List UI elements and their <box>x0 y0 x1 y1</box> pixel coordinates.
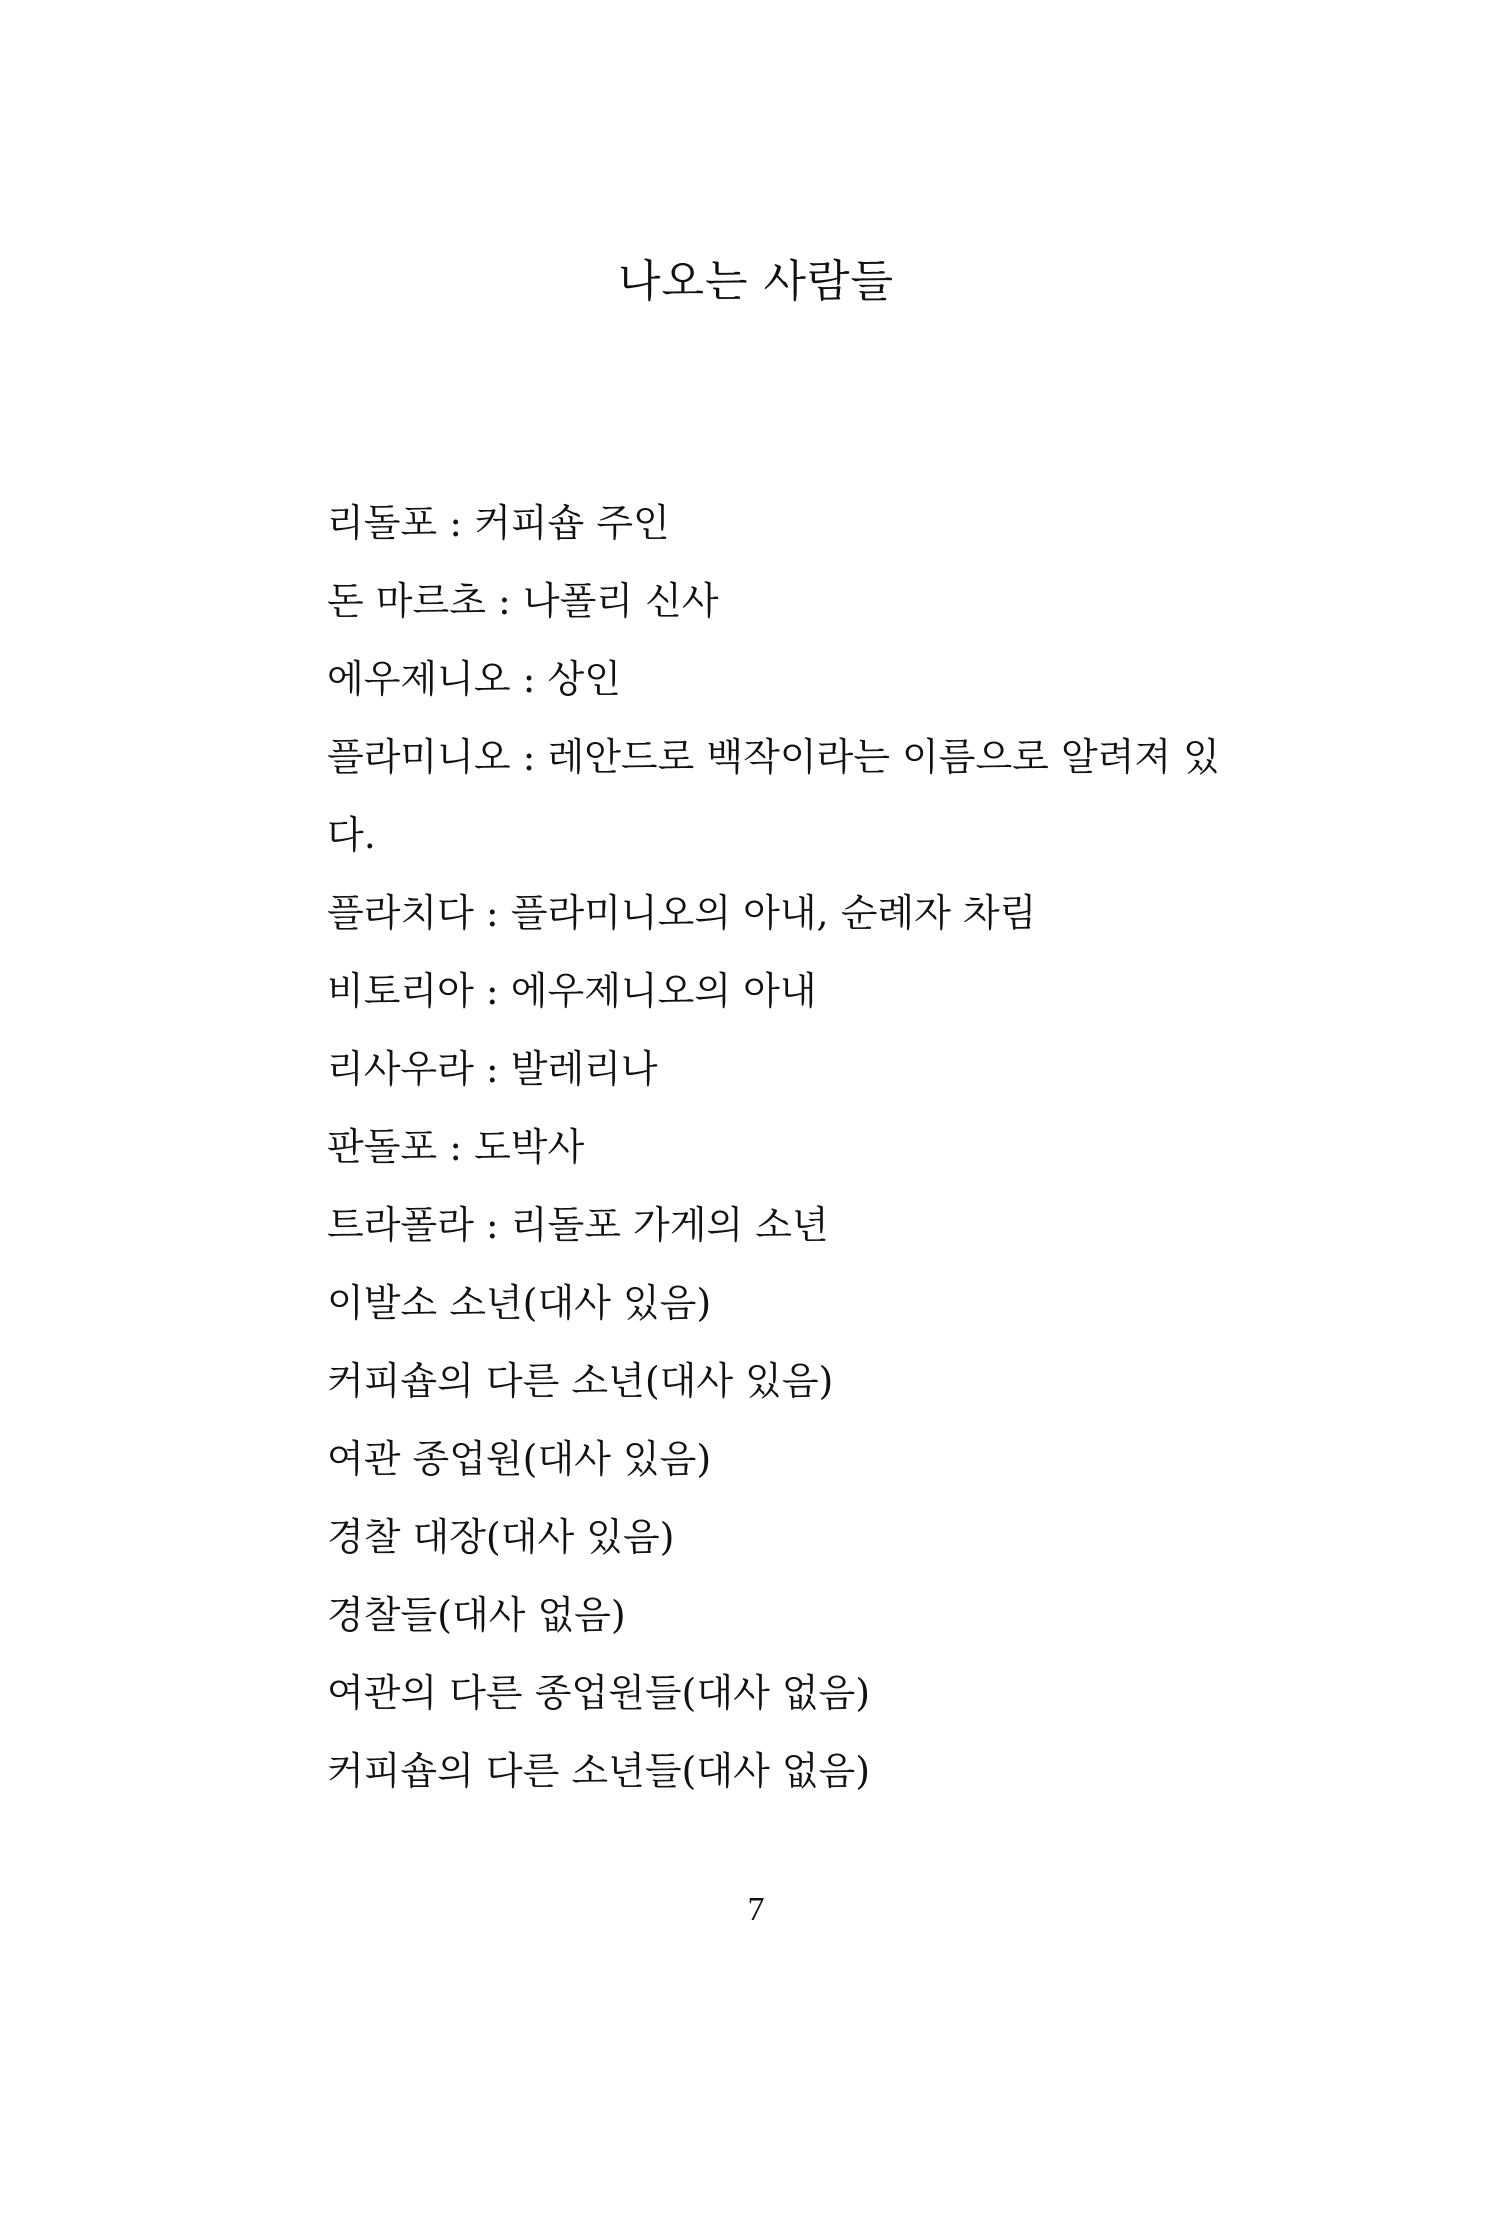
cast-line: 리돌포 : 커피숍 주인 <box>327 501 670 545</box>
cast-line: 플라미니오 : 레안드로 백작이라는 이름으로 알려져 있 <box>327 735 1220 779</box>
cast-line: 리사우라 : 발레리나 <box>327 1047 658 1091</box>
cast-line: 경찰 대장(대사 있음) <box>327 1515 675 1559</box>
cast-line: 이발소 소년(대사 있음) <box>327 1281 712 1325</box>
page-number: 7 <box>747 1891 765 1928</box>
cast-line: 여관의 다른 종업원들(대사 없음) <box>327 1671 871 1715</box>
cast-line: 커피숍의 다른 소년(대사 있음) <box>327 1359 834 1403</box>
cast-line: 판돌포 : 도박사 <box>327 1125 585 1169</box>
cast-line: 경찰들(대사 없음) <box>327 1593 626 1637</box>
cast-line: 다. <box>327 813 376 857</box>
cast-line: 커피숍의 다른 소년들(대사 없음) <box>327 1749 871 1793</box>
cast-list <box>327 484 1257 1810</box>
cast-line: 플라치다 : 플라미니오의 아내, 순례자 차림 <box>327 891 1037 935</box>
cast-line: 돈 마르초 : 나폴리 신사 <box>327 579 719 623</box>
cast-line: 트라폴라 : 리돌포 가게의 소년 <box>327 1203 829 1247</box>
cast-line: 여관 종업원(대사 있음) <box>327 1437 712 1481</box>
cast-line: 비토리아 : 에우제니오의 아내 <box>327 969 817 1013</box>
page-title: 나오는 사람들 <box>617 256 894 307</box>
cast-line: 에우제니오 : 상인 <box>327 657 621 701</box>
